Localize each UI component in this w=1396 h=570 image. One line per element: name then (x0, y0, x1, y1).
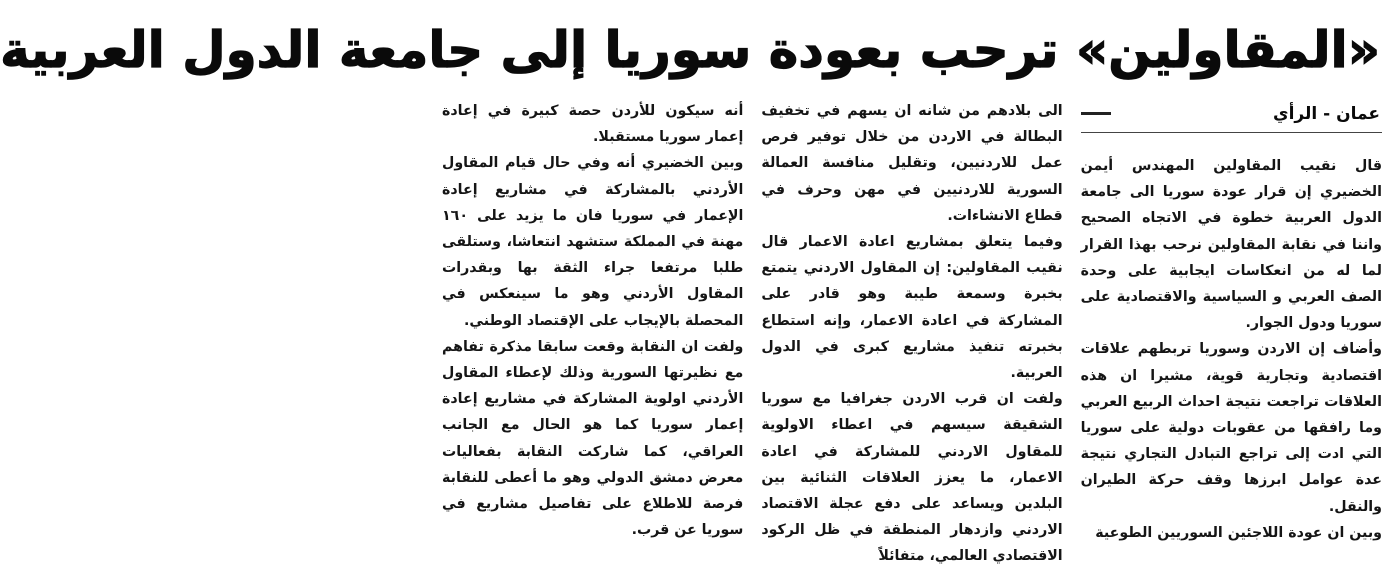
column-2 (761, 98, 1063, 565)
paragraph: الى بلادهم من شانه ان يسهم في تخفيف البطالة في الاردن من خلال توفير فرص عمل للاردنيين، وتقليل منافسة العمالة السورية للاردنيين في مهن وحرف في قطاع الانشاءات. (761, 103, 1063, 224)
paragraph: ولفت ان قرب الاردن جغرافيا مع سوريا الشقيقة سيسهم في اعطاء الاولوية للمقاول الاردني للمشاركة في اعادة الاعمار، ما يعزز العلاقات الثنائية بين البلدين ويساعد على دفع عجلة الاقتصاد الاردني وازدهار المنطقة في ظل الركود الاقتصادي العالمي، متفائلاً (761, 391, 1063, 565)
paragraph: وبين الخضيري أنه وفي حال قيام المقاول الأردني بالمشاركة في مشاريع إعادة الإعمار في سوريا فان ما يزيد على ١٦٠ مهنة في المملكة ستشهد انتعاشا، وستلقى طلبا مرتفعا جراء الثقة بها وبقدرات المقاول الأردني وهو ما سينعكس في المحصلة بالإيجاب على الإقتصاد الوطني. (442, 155, 744, 329)
paragraph: وأضاف إن الاردن وسوريا تربطهم علاقات اقتصادية وتجارية قوية، مشيرا ان هذه العلاقات تراجعت نتيجة احداث الربيع العربي وما رافقها من عقوبات دولية على سوريا التي ادت إلى تراجع التبادل التجاري نتيجة عدة عوامل ابرزها وقف حركة الطيران والنقل. (1080, 341, 1382, 515)
byline-rule (1081, 112, 1111, 115)
article-headline: «المقاولين» ترحب بعودة سوريا إلى جامعة الدول العربية (0, 21, 1380, 79)
byline-box (1081, 98, 1382, 133)
column-3 (442, 98, 743, 554)
paragraph: وبين ان عودة اللاجئين السوريين الطوعية (1095, 524, 1382, 541)
article-columns (442, 98, 1382, 565)
paragraph: وفيما يتعلق بمشاريع اعادة الاعمار قال نقيب المقاولين: إن المقاول الاردني يتمتع بخبرة وسمعة طيبة وهو قادر على المشاركة في اعادة الاعمار، وإنه استطاع بخبرته تنفيذ مشاريع كبرى في الدول العربية. (761, 234, 1063, 382)
paragraph: ولفت ان النقابة وقعت سابقا مذكرة تفاهم مع نظيرتها السورية وذلك لإعطاء المقاول الأردني اولوية المشاركة في مشاريع إعادة إعمار سوريا كما هو الحال مع الجانب العراقي، كما شاركت النقابة بفعاليات معرض دمشق الدولي وهو ما أعطى للنقابة فرصة للاطلاع على تفاصيل مشاريع في سوريا عن قرب. (442, 338, 744, 539)
column-1 (1081, 98, 1382, 554)
paragraph: أنه سيكون للأردن حصة كبيرة في إعادة إعمار سوريا مستقبلا. (442, 103, 744, 146)
article-byline: عمان - الرأي (1273, 104, 1380, 124)
paragraph: قال نقيب المقاولين المهندس أيمن الخضيري إن قرار عودة سوريا الى جامعة الدول العربية خطوة في الاتجاه الصحيح واننا في نقابة المقاولين نرحب بهذا القرار لما له من انعكاسات ايجابية على وحدة الصف العربي و السياسية والاقتصادية على سوريا ودول الجوار. (1080, 158, 1382, 332)
